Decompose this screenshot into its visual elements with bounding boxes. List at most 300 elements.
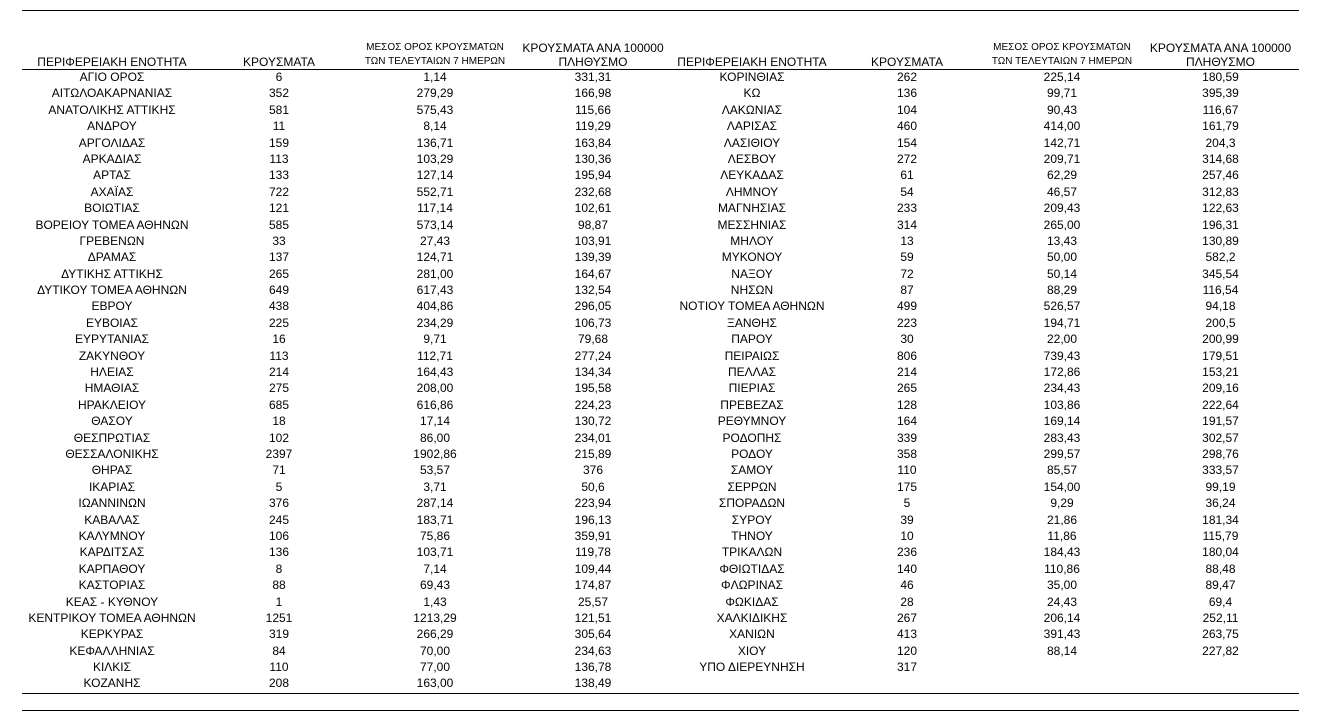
- cell-region: ΓΡΕΒΕΝΩΝ: [79, 233, 145, 248]
- cell-7day-avg: 27,43: [419, 233, 451, 248]
- cell-per-100k: 115,66: [575, 102, 611, 117]
- cell-cases: 175: [896, 479, 918, 494]
- table-row: [22, 348, 672, 364]
- cell-7day-avg: 22,00: [1046, 332, 1078, 347]
- cell-cases: 8: [275, 561, 283, 576]
- table-row: [672, 364, 1299, 380]
- cell-region: ΠΡΕΒΕΖΑΣ: [720, 397, 784, 412]
- cell-region: ΝΟΤΙΟΥ ΤΟΜΕΑ ΑΘΗΝΩΝ: [679, 299, 825, 314]
- cell-cases: 236: [896, 545, 918, 560]
- cell-region: ΚΑΣΤΟΡΙΑΣ: [78, 578, 146, 593]
- header-cases: ΚΡΟΥΣΜΑΤΑ: [243, 55, 315, 69]
- cell-region: ΑΝΑΤΟΛΙΚΗΣ ΑΤΤΙΚΗΣ: [48, 102, 176, 117]
- table-row: [672, 594, 1299, 610]
- table-row: [22, 282, 672, 298]
- cell-cases: 722: [268, 184, 290, 199]
- table-body: [22, 69, 672, 692]
- cell-cases: 106: [268, 528, 290, 543]
- cell-7day-avg: 88,29: [1046, 283, 1078, 298]
- cell-7day-avg: 287,14: [416, 496, 454, 511]
- cell-per-100k: 116,67: [1202, 102, 1239, 117]
- cell-per-100k: 257,46: [1202, 168, 1239, 183]
- header-avg-line2: ΤΩΝ ΤΕΛΕΥΤΑΙΩΝ 7 ΗΜΕΡΩΝ: [991, 56, 1133, 67]
- cell-7day-avg: 617,43: [416, 283, 454, 298]
- cell-per-100k: 164,67: [574, 266, 612, 281]
- cell-7day-avg: 154,00: [1043, 479, 1081, 494]
- table-row: [672, 561, 1299, 577]
- table-row: [22, 610, 672, 626]
- top-rule: [22, 10, 1299, 11]
- table-row: [672, 85, 1299, 101]
- cell-region: ΖΑΚΥΝΘΟΥ: [78, 348, 146, 363]
- cell-region: ΜΑΓΝΗΣΙΑΣ: [717, 201, 787, 216]
- cell-per-100k: 181,34: [1202, 512, 1239, 527]
- cell-cases: 102: [268, 430, 290, 445]
- cell-cases: 317: [896, 660, 918, 675]
- cell-region: ΠΑΡΟΥ: [731, 332, 773, 347]
- cell-7day-avg: 281,00: [416, 266, 454, 281]
- cell-cases: 314: [896, 217, 918, 232]
- cell-cases: 137: [268, 250, 290, 265]
- cell-region: ΚΑΡΠΑΘΟΥ: [78, 561, 146, 576]
- cell-per-100k: 79,68: [577, 332, 609, 347]
- cell-7day-avg: 13,43: [1046, 233, 1078, 248]
- cell-region: ΑΧΑΪΑΣ: [90, 184, 134, 199]
- table-row: [22, 200, 672, 216]
- cell-per-100k: 88,48: [1205, 561, 1236, 576]
- table-row: [672, 331, 1299, 347]
- table-row: [22, 397, 672, 413]
- cell-per-100k: 200,99: [1202, 332, 1239, 347]
- cell-per-100k: 166,98: [574, 86, 612, 101]
- cell-7day-avg: 739,43: [1043, 348, 1081, 363]
- cell-cases: 5: [903, 496, 911, 511]
- cell-per-100k: 195,58: [574, 381, 612, 396]
- cell-per-100k: 122,63: [1202, 201, 1239, 216]
- cell-cases: 214: [268, 365, 290, 380]
- table-row: [672, 413, 1299, 429]
- cell-per-100k: 132,54: [574, 283, 612, 298]
- table-row: [672, 512, 1299, 528]
- cell-7day-avg: 575,43: [416, 102, 454, 117]
- cell-per-100k: 395,39: [1202, 86, 1239, 101]
- cell-region: ΑΝΔΡΟΥ: [87, 119, 137, 134]
- cell-7day-avg: 136,71: [416, 135, 454, 150]
- table-row: [672, 397, 1299, 413]
- cell-region: ΚΟΖΑΝΗΣ: [83, 676, 141, 691]
- header-per100k: [514, 41, 672, 69]
- cell-7day-avg: 1213,29: [413, 610, 457, 625]
- cell-region: ΔΥΤΙΚΟΥ ΤΟΜΕΑ ΑΘΗΝΩΝ: [37, 283, 187, 298]
- cell-7day-avg: 279,29: [416, 86, 454, 101]
- cell-region: ΚΙΛΚΙΣ: [92, 660, 132, 675]
- cell-region: ΚΕΑΣ - ΚΥΘΝΟΥ: [65, 594, 159, 609]
- cell-cases: 136: [896, 86, 918, 101]
- cell-region: ΘΕΣΣΑΛΟΝΙΚΗΣ: [65, 446, 159, 461]
- table-row: [22, 462, 672, 478]
- cell-region: ΚΑΒΑΛΑΣ: [84, 512, 140, 527]
- table-row: [672, 249, 1299, 265]
- cell-per-100k: 222,64: [1202, 397, 1239, 412]
- cell-7day-avg: 70,00: [419, 643, 451, 658]
- table-row: [22, 577, 672, 593]
- cell-7day-avg: 163,00: [416, 676, 454, 691]
- cell-per-100k: 103,91: [574, 233, 612, 248]
- table-row: [22, 315, 672, 331]
- cell-region: ΙΩΑΝΝΙΝΩΝ: [78, 496, 146, 511]
- cell-per-100k: 227,82: [1202, 643, 1239, 658]
- footer-rule: [22, 710, 1299, 711]
- cell-per-100k: 130,36: [574, 151, 612, 166]
- cell-cases: 16: [272, 332, 286, 347]
- cell-region: ΦΘΙΩΤΙΔΑΣ: [719, 561, 785, 576]
- table-row: [672, 495, 1299, 511]
- cell-cases: 128: [896, 397, 918, 412]
- cell-region: ΒΟΙΩΤΙΑΣ: [84, 201, 140, 216]
- cell-per-100k: 116,54: [1202, 283, 1239, 298]
- cell-cases: 154: [896, 135, 918, 150]
- cell-cases: 265: [268, 266, 290, 281]
- cell-per-100k: 234,63: [574, 643, 612, 658]
- cell-per-100k: 161,79: [1202, 119, 1239, 134]
- table-row: [22, 380, 672, 396]
- cell-cases: 267: [896, 610, 918, 625]
- cell-7day-avg: 209,71: [1043, 151, 1081, 166]
- cell-cases: 113: [269, 151, 289, 166]
- cell-7day-avg: 17,14: [419, 414, 451, 429]
- cell-7day-avg: 103,86: [1043, 397, 1081, 412]
- cell-7day-avg: 283,43: [1043, 430, 1081, 445]
- cell-region: ΘΕΣΠΡΩΤΙΑΣ: [73, 430, 151, 445]
- table-row: [22, 167, 672, 183]
- cell-region: ΣΥΡΟΥ: [731, 512, 773, 527]
- cell-cases: 30: [900, 332, 914, 347]
- cell-7day-avg: [982, 659, 1142, 675]
- cell-7day-avg: 183,71: [416, 512, 454, 527]
- cell-cases: 120: [896, 643, 918, 658]
- cell-per-100k: 139,39: [574, 250, 612, 265]
- table-row: [22, 544, 672, 560]
- table-row: [672, 610, 1299, 626]
- table-row: [22, 118, 672, 134]
- table-row: [672, 446, 1299, 462]
- cell-7day-avg: 391,43: [1043, 627, 1081, 642]
- cell-cases: 265: [896, 381, 918, 396]
- cell-cases: 164: [896, 414, 918, 429]
- cell-cases: 233: [896, 201, 918, 216]
- cell-7day-avg: 110,86: [1044, 561, 1080, 576]
- table-row: [672, 626, 1299, 642]
- cell-7day-avg: 234,29: [416, 315, 454, 330]
- cell-per-100k: 134,34: [574, 365, 612, 380]
- table-header: [672, 36, 1299, 69]
- header-per100k-line2: ΠΛΗΘΥΣΜΟ: [1185, 55, 1256, 69]
- cell-per-100k: 102,61: [574, 201, 612, 216]
- cell-cases: 113: [269, 348, 289, 363]
- cell-cases: 87: [900, 283, 914, 298]
- cell-cases: 2397: [265, 446, 293, 461]
- cell-per-100k: 174,87: [574, 578, 612, 593]
- cell-7day-avg: 124,71: [416, 250, 454, 265]
- table-row: [22, 249, 672, 265]
- table-row: [672, 479, 1299, 495]
- cell-cases: 28: [900, 594, 914, 609]
- cell-region: ΝΗΣΩΝ: [730, 283, 774, 298]
- cell-per-100k: 119,29: [575, 119, 611, 134]
- cell-region: ΑΡΓΟΛΙΔΑΣ: [78, 135, 146, 150]
- cell-cases: 339: [896, 430, 918, 445]
- cell-region: ΧΙΟΥ: [737, 643, 767, 658]
- cell-per-100k: 94,18: [1205, 299, 1236, 314]
- cell-cases: 319: [268, 627, 290, 642]
- table-row: [22, 233, 672, 249]
- cell-7day-avg: 616,86: [416, 397, 454, 412]
- cell-cases: 272: [896, 151, 918, 166]
- cell-cases: 88: [272, 578, 286, 593]
- cell-cases: 159: [268, 135, 290, 150]
- table-row: [672, 102, 1299, 118]
- table-left: [22, 36, 672, 692]
- cell-region: ΡΕΘΥΜΝΟΥ: [717, 414, 787, 429]
- cell-7day-avg: 142,71: [1043, 135, 1081, 150]
- cell-region: ΕΒΡΟΥ: [91, 299, 133, 314]
- cell-region: ΚΩ: [743, 86, 761, 101]
- cell-region: ΛΑΚΩΝΙΑΣ: [721, 102, 783, 117]
- cell-cases: 10: [900, 528, 914, 543]
- header-avg: [982, 41, 1142, 69]
- cell-per-100k: 582,2: [1205, 250, 1236, 265]
- cell-7day-avg: 88,14: [1046, 643, 1078, 658]
- cell-per-100k: 119,78: [575, 545, 611, 560]
- table-row: [672, 118, 1299, 134]
- table-row: [22, 512, 672, 528]
- table-row: [22, 643, 672, 659]
- cell-region: ΕΥΒΟΙΑΣ: [85, 315, 139, 330]
- table-right: [672, 36, 1299, 675]
- cell-region: ΑΡΤΑΣ: [93, 168, 131, 183]
- cell-7day-avg: 172,86: [1043, 365, 1081, 380]
- table-row: [22, 528, 672, 544]
- table-row: [672, 233, 1299, 249]
- cell-per-100k: 252,11: [1202, 610, 1239, 625]
- cell-7day-avg: 206,14: [1043, 610, 1081, 625]
- cell-7day-avg: 9,71: [423, 332, 447, 347]
- cell-cases: 18: [272, 414, 286, 429]
- cell-per-100k: 130,72: [574, 414, 612, 429]
- cell-per-100k: 331,31: [574, 70, 612, 84]
- cell-7day-avg: 103,71: [416, 545, 454, 560]
- cell-7day-avg: 117,14: [417, 201, 453, 216]
- cell-region: ΜΗΛΟΥ: [730, 233, 774, 248]
- cell-cases: 376: [268, 496, 290, 511]
- table-row: [22, 479, 672, 495]
- cell-region: ΛΗΜΝΟΥ: [725, 184, 779, 199]
- cell-per-100k: 179,51: [1202, 348, 1239, 363]
- cell-cases: 61: [900, 168, 914, 183]
- cell-7day-avg: 8,14: [423, 119, 447, 134]
- cell-cases: 438: [268, 299, 290, 314]
- cell-per-100k: 359,91: [574, 528, 612, 543]
- cell-7day-avg: 9,29: [1050, 496, 1074, 511]
- cell-region: ΤΗΝΟΥ: [731, 528, 773, 543]
- cell-cases: 6: [275, 70, 283, 84]
- cell-per-100k: 89,47: [1205, 578, 1236, 593]
- cell-7day-avg: 209,43: [1043, 201, 1081, 216]
- table-row: [672, 643, 1299, 659]
- cell-region: ΔΥΤΙΚΗΣ ΑΤΤΙΚΗΣ: [61, 266, 163, 281]
- cell-cases: 110: [897, 463, 917, 478]
- cell-7day-avg: 77,00: [419, 660, 451, 675]
- cell-per-100k: 36,24: [1205, 496, 1236, 511]
- cell-cases: 685: [268, 397, 290, 412]
- cell-cases: 54: [900, 184, 914, 199]
- table-row: [22, 495, 672, 511]
- cell-7day-avg: 573,14: [416, 217, 454, 232]
- cell-cases: 84: [272, 643, 286, 658]
- cell-7day-avg: 169,14: [1043, 414, 1081, 429]
- table-row: [672, 151, 1299, 167]
- cell-per-100k: 195,94: [574, 168, 612, 183]
- cell-region: ΠΙΕΡΙΑΣ: [728, 381, 776, 396]
- cell-per-100k: 223,94: [574, 496, 612, 511]
- cell-region: ΧΑΛΚΙΔΙΚΗΣ: [716, 610, 788, 625]
- cell-region: ΥΠΟ ΔΙΕΡΕΥΝΗΣΗ: [699, 660, 805, 675]
- cell-7day-avg: 1902,86: [413, 446, 457, 461]
- cell-per-100k: 305,64: [574, 627, 612, 642]
- cell-cases: 5: [275, 479, 283, 494]
- table-row: [22, 626, 672, 642]
- cell-cases: 460: [896, 119, 918, 134]
- cell-per-100k: [1142, 659, 1299, 675]
- cell-region: ΕΥΡΥΤΑΝΙΑΣ: [75, 332, 149, 347]
- cell-per-100k: 298,76: [1202, 446, 1239, 461]
- cell-cases: 104: [896, 102, 918, 117]
- cell-cases: 11: [272, 119, 286, 134]
- cell-per-100k: 130,89: [1202, 233, 1239, 248]
- cell-cases: 110: [269, 660, 289, 675]
- cell-region: ΑΓΙΟ ΟΡΟΣ: [79, 70, 145, 84]
- cell-region: ΜΥΚΟΝΟΥ: [721, 250, 783, 265]
- cell-7day-avg: 552,71: [416, 184, 454, 199]
- cell-region: ΛΕΥΚΑΔΑΣ: [720, 168, 784, 183]
- cell-7day-avg: 50,00: [1046, 250, 1078, 265]
- cell-region: ΗΡΑΚΛΕΙΟΥ: [77, 397, 147, 412]
- cell-cases: 275: [268, 381, 290, 396]
- table-row: [672, 266, 1299, 282]
- cell-per-100k: 99,19: [1205, 479, 1236, 494]
- table-row: [672, 217, 1299, 233]
- header-avg-line1: ΜΕΣΟΣ ΟΡΟΣ ΚΡΟΥΣΜΑΤΩΝ: [366, 42, 504, 53]
- cell-per-100k: 263,75: [1202, 627, 1239, 642]
- table-row: [672, 577, 1299, 593]
- cell-7day-avg: 50,14: [1046, 266, 1078, 281]
- cell-per-100k: 163,84: [574, 135, 612, 150]
- cell-per-100k: 302,57: [1202, 430, 1239, 445]
- cell-cases: 71: [272, 463, 286, 478]
- cell-7day-avg: 53,57: [419, 463, 451, 478]
- cell-cases: 140: [896, 561, 918, 576]
- header-avg-line2: ΤΩΝ ΤΕΛΕΥΤΑΙΩΝ 7 ΗΜΕΡΩΝ: [364, 56, 506, 67]
- cell-cases: 581: [268, 102, 290, 117]
- table-row: [672, 462, 1299, 478]
- table-row: [672, 430, 1299, 446]
- table-row: [22, 364, 672, 380]
- header-per100k-line1: ΚΡΟΥΣΜΑΤΑ ΑΝΑ 100000: [522, 41, 664, 55]
- header-per100k: [1142, 41, 1299, 69]
- header-region: ΠΕΡΙΦΕΡΕΙΑΚΗ ΕΝΟΤΗΤΑ: [37, 55, 187, 69]
- table-row: [22, 298, 672, 314]
- cell-cases: 1: [275, 594, 283, 609]
- cell-region: ΝΑΞΟΥ: [731, 266, 773, 281]
- cell-per-100k: 115,79: [1202, 528, 1239, 543]
- cell-per-100k: 136,78: [574, 660, 612, 675]
- cell-region: ΛΕΣΒΟΥ: [727, 151, 777, 166]
- cell-7day-avg: 414,00: [1043, 119, 1081, 134]
- cell-per-100k: 232,68: [574, 184, 612, 199]
- cell-region: ΚΕΡΚΥΡΑΣ: [80, 627, 144, 642]
- table-row: [672, 348, 1299, 364]
- cell-per-100k: 345,54: [1202, 266, 1239, 281]
- table-row: [672, 184, 1299, 200]
- cell-cases: 649: [268, 283, 290, 298]
- header-avg: [356, 41, 514, 69]
- table-row: [672, 200, 1299, 216]
- cell-cases: 33: [272, 233, 286, 248]
- cell-7day-avg: 404,86: [416, 299, 454, 314]
- cell-7day-avg: 21,86: [1046, 512, 1078, 527]
- cell-7day-avg: 24,43: [1046, 594, 1078, 609]
- header-per100k-line2: ΠΛΗΘΥΣΜΟ: [558, 55, 628, 69]
- cell-cases: 121: [268, 201, 290, 216]
- cell-cases: 245: [268, 512, 290, 527]
- cell-7day-avg: 11,86: [1047, 528, 1077, 543]
- cell-7day-avg: 90,43: [1046, 102, 1078, 117]
- cell-7day-avg: 265,00: [1043, 217, 1081, 232]
- header-per100k-line1: ΚΡΟΥΣΜΑΤΑ ΑΝΑ 100000: [1149, 41, 1292, 55]
- cell-per-100k: 138,49: [574, 676, 612, 691]
- cell-7day-avg: 103,29: [416, 151, 454, 166]
- bottom-rule: [22, 693, 1299, 694]
- header-cases: ΚΡΟΥΣΜΑΤΑ: [871, 55, 943, 69]
- cell-cases: 214: [896, 365, 918, 380]
- cell-region: ΚΕΝΤΡΙΚΟΥ ΤΟΜΕΑ ΑΘΗΝΩΝ: [28, 610, 196, 625]
- table-row: [22, 217, 672, 233]
- cell-region: ΡΟΔΟΥ: [731, 446, 773, 461]
- table-row: [22, 85, 672, 101]
- cell-region: ΡΟΔΟΠΗΣ: [722, 430, 782, 445]
- cell-cases: 39: [900, 512, 914, 527]
- cell-7day-avg: 225,14: [1043, 70, 1081, 84]
- cell-7day-avg: 184,43: [1043, 545, 1081, 560]
- cell-cases: 806: [896, 348, 918, 363]
- cell-region: ΚΑΡΔΙΤΣΑΣ: [79, 545, 145, 560]
- table-row: [22, 266, 672, 282]
- cell-region: ΣΑΜΟΥ: [730, 463, 774, 478]
- cell-per-100k: 121,51: [574, 610, 612, 625]
- cell-per-100k: 209,16: [1202, 381, 1239, 396]
- table-row: [672, 380, 1299, 396]
- cell-region: ΗΛΕΙΑΣ: [90, 365, 134, 380]
- table-body: [672, 69, 1299, 675]
- cell-7day-avg: 1,14: [423, 70, 447, 84]
- cell-cases: 208: [268, 676, 290, 691]
- table-row: [672, 544, 1299, 560]
- table-row: [22, 561, 672, 577]
- cell-region: ΛΑΡΙΣΑΣ: [726, 119, 778, 134]
- cell-7day-avg: 266,29: [416, 627, 454, 642]
- table-row: [22, 659, 672, 675]
- cell-region: ΣΠΟΡΑΔΩΝ: [718, 496, 786, 511]
